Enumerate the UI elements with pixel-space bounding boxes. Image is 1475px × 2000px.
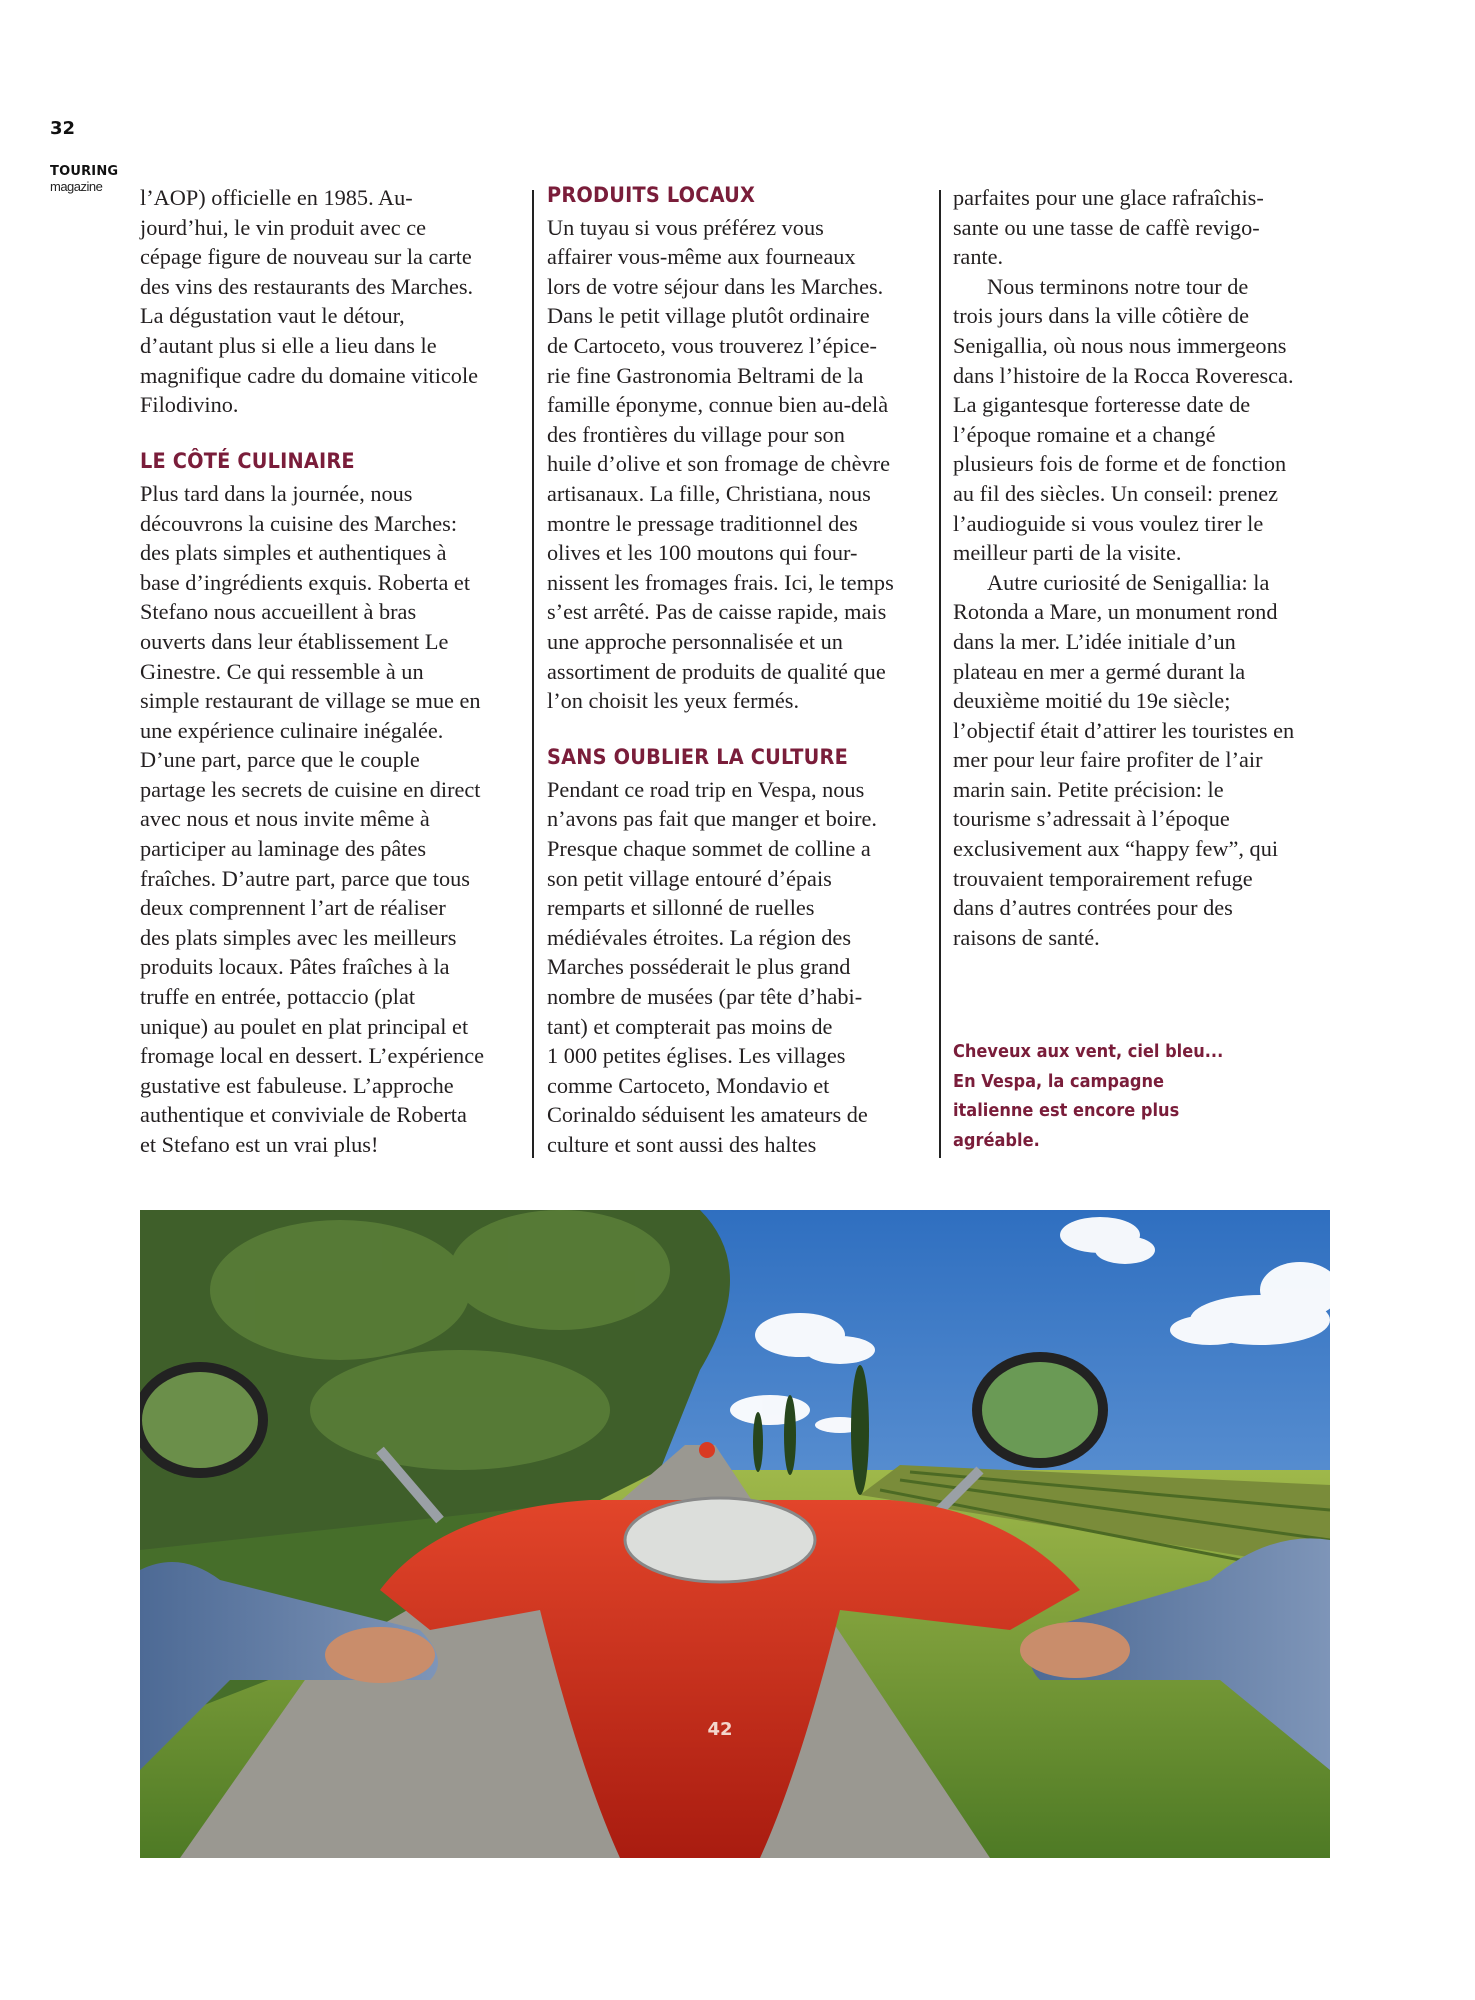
body-text-line: Filodivino.	[140, 392, 239, 418]
body-text-line: l’on choisit les yeux fermés.	[547, 688, 800, 714]
body-text-line: simple restaurant de village se mue en	[140, 688, 481, 714]
hand-right	[1020, 1622, 1130, 1678]
body-text-line: parfaites pour une glace rafraîchis-	[953, 185, 1264, 210]
body-text-line: trois jours dans la ville côtière de	[953, 303, 1249, 329]
body-text-line: Dans le petit village plutôt ordinaire	[547, 303, 870, 329]
body-text-line: authentique et conviviale de Roberta	[140, 1102, 467, 1128]
body-text-line: lors de votre séjour dans les Marches.	[547, 273, 884, 299]
body-text-line: gustative est fabuleuse. L’approche	[140, 1072, 454, 1098]
body-text-line: des plats simples avec les meilleurs	[140, 924, 457, 950]
body-text-line: partage les secrets de cuisine en direct	[140, 776, 481, 802]
body-text-line: sante ou une tasse de caffè revigo-	[953, 214, 1260, 240]
hand-left	[325, 1627, 435, 1683]
body-text-line: D’une part, parce que le couple	[140, 747, 420, 773]
body-text-line: Plus tard dans la journée, nous	[140, 480, 413, 506]
paragraph-gap	[140, 420, 530, 450]
body-text-line: n’avons pas fait que manger et boire.	[547, 806, 878, 832]
body-text-line: nissent les fromages frais. Ici, le temps	[547, 569, 894, 595]
body-text-line: magnifique cadre du domaine viticole	[140, 362, 479, 388]
body-text-line: l’audioguide si vous voulez tirer le	[953, 510, 1264, 536]
body-text-line: au fil des siècles. Un conseil: prenez	[953, 480, 1279, 506]
body-text-line: et Stefano est un vrai plus!	[140, 1132, 379, 1157]
article-column-1	[140, 183, 530, 1160]
body-text-line: découvrons la cuisine des Marches:	[140, 510, 458, 536]
vespa-photo	[140, 1210, 1330, 1858]
body-text-line: une expérience culinaire inégalée.	[140, 717, 444, 743]
article-column-3	[953, 183, 1343, 1160]
body-text-line: famille éponyme, connue bien au-delà	[547, 392, 889, 418]
mirror-left-glass	[142, 1372, 258, 1468]
body-text-line: cépage figure de nouveau sur la carte	[140, 244, 472, 270]
body-text-line: Un tuyau si vous préférez vous	[547, 214, 824, 240]
body-text-line: exclusivement aux “happy few”, qui	[953, 836, 1279, 862]
photo-caption-line: En Vespa, la campagne	[953, 1070, 1165, 1092]
body-text-line: meilleur parti de la visite.	[953, 540, 1182, 566]
section-heading: LE CÔTÉ CULINAIRE	[140, 449, 355, 474]
article-column-2	[547, 183, 937, 1160]
body-text-line: produits locaux. Pâtes fraîches à la	[140, 954, 450, 980]
body-text-line: raisons de santé.	[953, 924, 1100, 950]
body-text-line: avec nous et nous invite même à	[140, 806, 430, 832]
paragraph-gap	[953, 1012, 1343, 1042]
body-text-line: d’autant plus si elle a lieu dans le	[140, 332, 437, 358]
speedometer	[625, 1498, 815, 1582]
body-text-line: rie fine Gastronomia Beltrami de la	[547, 362, 864, 388]
rider-ahead	[699, 1442, 715, 1458]
body-text-line: plusieurs fois de forme et de fonction	[953, 451, 1287, 477]
body-text-line: Ginestre. Ce qui ressemble à un	[140, 658, 424, 684]
body-text-line: rante.	[953, 244, 1004, 270]
body-text-line: truffe en entrée, pottaccio (plat	[140, 984, 416, 1010]
body-text-line: l’époque romaine et a changé	[953, 421, 1216, 447]
body-text-line: comme Cartoceto, Mondavio et	[547, 1072, 830, 1098]
magazine-brand	[50, 164, 118, 194]
photo-caption-line: agréable.	[953, 1130, 1040, 1151]
body-text-line: l’objectif était d’attirer les touristes en	[953, 717, 1295, 743]
paragraph-gap	[953, 982, 1343, 1012]
body-text-line: Pendant ce road trip en Vespa, nous	[547, 776, 865, 802]
section-heading: SANS OUBLIER LA CULTURE	[547, 745, 848, 770]
body-text-line: l’AOP) officielle en 1985. Au-	[140, 185, 413, 210]
body-text-line: trouvaient temporairement refuge	[953, 865, 1253, 891]
paragraph-gap	[547, 716, 937, 746]
scooter-number: 42	[707, 1719, 733, 1740]
body-text-line: artisanaux. La fille, Christiana, nous	[547, 480, 871, 506]
body-text-line: remparts et sillonné de ruelles	[547, 895, 815, 921]
section-heading: PRODUITS LOCAUX	[547, 183, 756, 207]
paragraph-gap	[953, 952, 1343, 982]
body-text-line: base d’ingrédients exquis. Roberta et	[140, 569, 471, 595]
photo-caption-line: italienne est encore plus	[953, 1100, 1180, 1122]
body-text-line: Corinaldo séduisent les amateurs de	[547, 1102, 868, 1128]
body-text-line: culture et sont aussi des haltes	[547, 1132, 817, 1157]
body-text-line: La gigantesque forteresse date de	[953, 392, 1251, 418]
body-text-line: montre le pressage traditionnel des	[547, 510, 858, 536]
body-text-line: de Cartoceto, vous trouverez l’épice-	[547, 332, 877, 358]
body-text-line: huile d’olive et son fromage de chèvre	[547, 451, 890, 477]
body-text-line: Autre curiosité de Senigallia: la	[987, 569, 1270, 595]
body-text-line: unique) au poulet en plat principal et	[140, 1013, 469, 1039]
body-text-line: s’est arrêté. Pas de caisse rapide, mais	[547, 599, 887, 625]
body-text-line: des plats simples et authentiques à	[140, 540, 447, 566]
body-text-line: plateau en mer a germé durant la	[953, 658, 1246, 684]
body-text-line: 1 000 petites églises. Les villages	[547, 1043, 846, 1069]
body-text-line: mer pour leur faire profiter de l’air	[953, 747, 1263, 773]
body-text-line: assortiment de produits de qualité que	[547, 658, 886, 684]
body-text-line: son petit village entouré d’épais	[547, 865, 832, 891]
body-text-line: olives et les 100 moutons qui four-	[547, 540, 858, 566]
body-text-line: nombre de musées (par tête d’habi-	[547, 984, 863, 1010]
body-text-line: dans d’autres contrées pour des	[953, 895, 1233, 921]
body-text-line: La dégustation vaut le détour,	[140, 303, 405, 329]
body-text-line: fraîches. D’autre part, parce que tous	[140, 865, 470, 891]
page-number: 32	[50, 118, 76, 139]
body-text-line: dans l’histoire de la Rocca Roveresca.	[953, 362, 1294, 388]
body-text-line: Nous terminons notre tour de	[987, 273, 1249, 299]
vespa-ride-illustration	[140, 1210, 1330, 1858]
body-text-line: Senigallia, où nous nous immergeons	[953, 332, 1287, 358]
body-text-line: marin sain. Petite précision: le	[953, 776, 1224, 802]
body-text-line: jourd’hui, le vin produit avec ce	[140, 214, 427, 240]
body-text-line: Stefano nous accueillent à bras	[140, 599, 417, 625]
body-text-line: des vins des restaurants des Marches.	[140, 273, 474, 299]
mirror-right-glass	[982, 1362, 1098, 1458]
body-text-line: fromage local en dessert. L’expérience	[140, 1043, 484, 1069]
body-text-line: tant) et compterait pas moins de	[547, 1013, 833, 1039]
body-text-line: ouverts dans leur établissement Le	[140, 628, 449, 654]
body-text-line: participer au laminage des pâtes	[140, 836, 427, 862]
body-text-line: Rotonda a Mare, un monument rond	[953, 599, 1278, 625]
brand-touring: TOURING	[50, 164, 119, 179]
body-text-line: deuxième moitié du 19e siècle;	[953, 688, 1231, 714]
body-text-line: Presque chaque sommet de colline a	[547, 836, 871, 862]
column-divider	[532, 190, 534, 1158]
column-divider	[939, 190, 941, 1158]
body-text-line: Marches posséderait le plus grand	[547, 954, 851, 980]
body-text-line: affairer vous-même aux fourneaux	[547, 244, 856, 270]
body-text-line: médiévales étroites. La région des	[547, 924, 851, 950]
brand-magazine: magazine	[50, 179, 103, 194]
body-text-line: des frontières du village pour son	[547, 421, 845, 447]
body-text-line: dans la mer. L’idée initiale d’un	[953, 628, 1236, 654]
body-text-line: deux comprennent l’art de réaliser	[140, 895, 446, 921]
body-text-line: une approche personnalisée et un	[547, 628, 843, 654]
photo-caption-line: Cheveux aux vent, ciel bleu...	[953, 1041, 1224, 1063]
body-text-line: tourisme s’adressait à l’époque	[953, 806, 1230, 832]
